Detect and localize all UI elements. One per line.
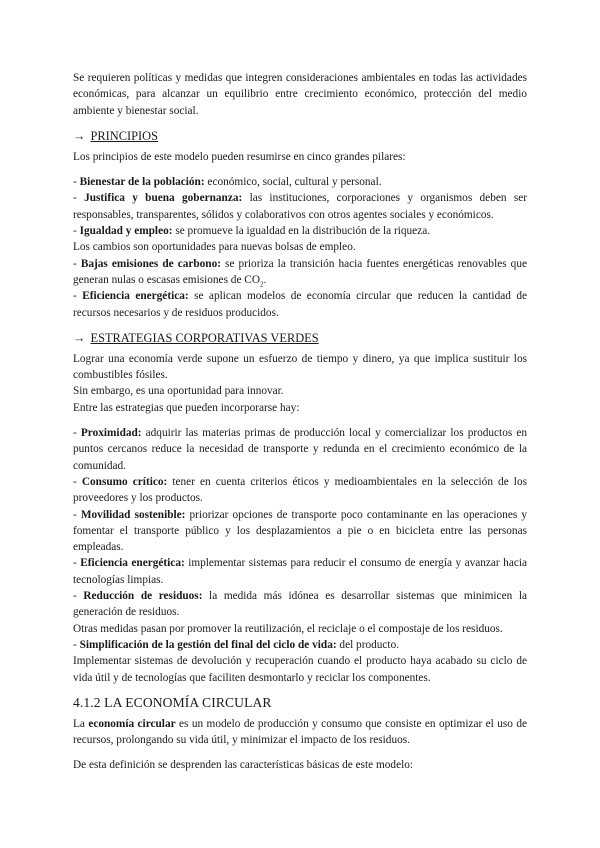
- item-term: Bienestar de la población:: [79, 176, 205, 189]
- principios-list: [73, 174, 527, 321]
- item-term: Justifica y buena gobernanza:: [84, 192, 243, 205]
- item-term: Proximidad:: [80, 427, 142, 440]
- item-term: Movilidad sostenible:: [80, 508, 186, 521]
- list-item: - Eficiencia energética: se aplican modelos de economía circular que reducen la cantidad de recursos necesarios y de residuos producidos.: [73, 290, 527, 319]
- otras-medidas: Otras medidas pasan por promover la reutilización, el reciclaje o el compostaje de los residuos.: [73, 622, 503, 635]
- item-term: Eficiencia energética:: [80, 557, 185, 570]
- principios-heading: [73, 128, 527, 145]
- document-page: [73, 70, 527, 774]
- section-title: 4.1.2 LA ECONOMÍA CIRCULAR: [73, 694, 272, 710]
- list-item: - Eficiencia energética: implementar sistemas para reducir el consumo de energía y avanzar hacia tecnologías limpias.: [73, 557, 528, 586]
- paragraph: Sin embargo, es una oportunidad para innovar.: [73, 385, 284, 398]
- follow-paragraph: De esta definición se desprenden las características básicas de este modelo:: [73, 759, 414, 772]
- estrategias-heading: [73, 330, 527, 347]
- list-item: - Bajas emisiones de carbono: se prioriza la transición hacia fuentes energéticas renovables que generan nulas o escasas emisiones de $CO_2$.: [73, 257, 527, 289]
- item-term: Bajas emisiones de carbono:: [80, 257, 221, 270]
- item-term: Consumo crítico:: [81, 475, 168, 488]
- estrategias-intro: [73, 351, 527, 416]
- arrow-icon: →: [73, 128, 86, 143]
- definition-paragraph: La economía circular es un modelo de producción y consumo que consiste en optimizar el uso de recursos, prolongando su vida útil, y minimizar el impacto de los residuos.: [73, 717, 527, 747]
- list-item: - Reducción de residuos: la medida más idónea es desarrollar sistemas que minimicen la generación de residuos.: [73, 590, 527, 619]
- list-item: - Bienestar de la población: económico, social, cultural y personal.: [73, 176, 382, 189]
- paragraph: Lograr una economía verde supone un esfuerzo de tiempo y dinero, ya que implica sustituir los combustibles fósiles.: [73, 352, 527, 382]
- item-term: Reducción de residuos:: [83, 590, 203, 603]
- closing-paragraph: Implementar sistemas de devolución y recuperación cuando el producto haya acabado su ciclo de vida útil y de tecnologías que faciliten desmontarlo y reciclar los componentes.: [73, 655, 527, 684]
- list-item: - Simplificación de la gestión del final del ciclo de vida: del producto.: [73, 638, 400, 651]
- estrategias-list: [73, 425, 527, 686]
- principios-heading-text: PRINCIPIOS: [90, 128, 158, 143]
- list-item: - Movilidad sostenible: priorizar opciones de transporte poco contaminante en las operaciones y fomentar el transporte público y los desplazamientos a pie o en bicicleta entre las personas empleadas.: [73, 508, 528, 554]
- item-term: Igualdad y empleo:: [79, 225, 173, 238]
- estrategias-heading-text: ESTRATEGIAS CORPORATIVAS VERDES: [90, 330, 319, 345]
- empleo-note: Los cambios son oportunidades para nuevas bolsas de empleo.: [73, 241, 356, 254]
- list-item: - Igualdad y empleo: se promueve la igualdad en la distribución de la riqueza.: [73, 225, 431, 238]
- item-term: Simplificación de la gestión del final del ciclo de vida:: [79, 638, 337, 651]
- principios-intro: Los principios de este modelo pueden resumirse en cinco grandes pilares:: [73, 150, 406, 163]
- list-item: - Justifica y buena gobernanza: las instituciones, corporaciones y organismos deben ser responsables, transparentes, sólidos y colaborativos con otros agentes sociales y económicos.: [73, 192, 527, 221]
- paragraph: Entre las estrategias que pueden incorporarse hay:: [73, 401, 300, 414]
- list-item: - Proximidad: adquirir las materias primas de producción local y comercializar los productos en puntos cercanos reduce la necesidad de transporte y redunda en el crecimiento económico de la comunidad.: [73, 427, 528, 472]
- defined-term: economía circular: [88, 717, 176, 730]
- intro-paragraph: Se requieren políticas y medidas que integren consideraciones ambientales en todas las actividades económicas, para alcanzar un equilibrio entre crecimiento económico, protección del medio ambiente y bienestar social.: [73, 72, 527, 117]
- arrow-icon: →: [73, 330, 86, 345]
- subscript: 2: [259, 280, 264, 289]
- list-item: - Consumo crítico: tener en cuenta criterios éticos y medioambientales en la selección de los proveedores y los productos.: [73, 475, 527, 505]
- item-term: Eficiencia energética:: [82, 290, 189, 303]
